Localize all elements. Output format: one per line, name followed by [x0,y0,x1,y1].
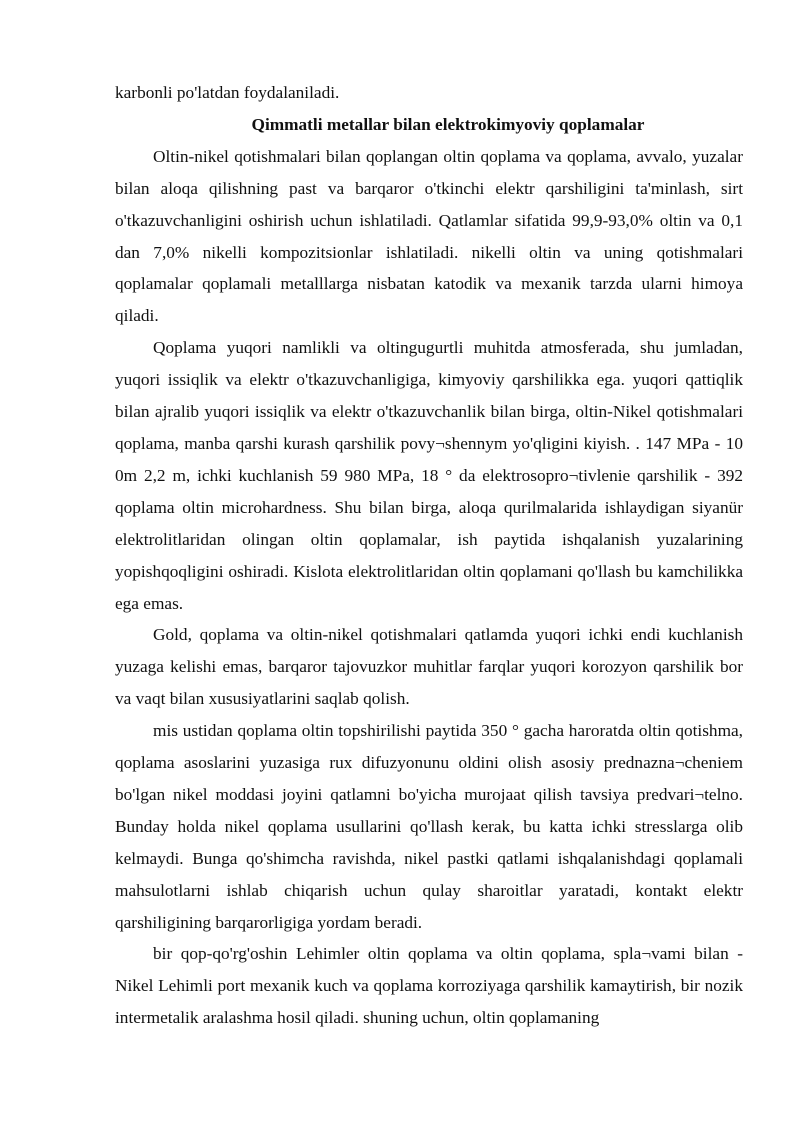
paragraph-2: Qoplama yuqori namlikli va oltingugurtli muhitda atmosferada, shu jumladan, yuqori issiqlik va elektr o'tkazuvchanligiga, kimyoviy qarshilikka ega. yuqori qattiqlik bilan ajralib yuqori issiqlik va elektr o'tkazuvchanlik bilan birga, oltin-Nikel qotishmalari qoplama, manba qarshi kurash qarshilik povy¬shennym yo'qligini kiyish. . 147 MPa - 10 0m 2,2 m, ichki kuchlanish 59 980 MPa, 18 ° da elektrosopro¬tivlenie qarshilik - 392 qoplama oltin microhardness. Shu bilan birga, aloqa qurilmalarida ishlaydigan siyanür elektrolitlaridan olingan oltin qoplamalar, ish paytida ishqalanish yuzalarining yopishqoqligini oshiradi. Kislota elektrolitlaridan oltin qoplamani qo'llash bu kamchilikka ega emas. [115,338,743,613]
document-body [115,77,743,1034]
lead-line: karbonli po'latdan foydalaniladi. [115,83,340,102]
section-heading: Qimmatli metallar bilan elektrokimyoviy qoplamalar [251,114,645,134]
paragraph-4: mis ustidan qoplama oltin topshirilishi paytida 350 ° gacha haroratda oltin qotishma, qoplama asoslarini yuzasiga rux difuzyonunu oldini olish asosiy prednazna¬cheniem bo'lgan nikel moddasi joyini qatlamni bo'yicha murojaat qilish tavsiya predvari¬telno. Bunday holda nikel qoplama usullarini qo'llash kerak, bu katta ichki stresslarga olib kelmaydi. Bunga qo'shimcha ravishda, nikel pastki qatlami ishqalanishdagi qoplamali mahsulotlarni ishlab chiqarish uchun qulay sharoitlar yaratadi, kontakt elektr qarshiligining barqarorligiga yordam beradi. [115,721,743,932]
paragraph-1: Oltin-nikel qotishmalari bilan qoplangan oltin qoplama va qoplama, avvalo, yuzalar bilan aloqa qilishning past va barqaror o'tkinchi elektr qarshiligini ta'minlash, sirt o'tkazuvchanligini oshirish uchun ishlatiladi. Qatlamlar sifatida 99,9-93,0% oltin va 0,1 dan 7,0% nikelli kompozitsionlar ishlatiladi. nikelli oltin va uning qotishmalari qoplamalar qoplamali metalllarga nisbatan katodik va mexanik tarzda ularni himoya qiladi. [115,146,743,326]
paragraph-3: Gold, qoplama va oltin-nikel qotishmalari qatlamda yuqori ichki endi kuchlanish yuzaga kelishi emas, barqaror tajovuzkor muhitlar farqlar yuqori korozyon qarshilik bor va vaqt bilan xususiyatlarini saqlab qolish. [115,625,743,709]
paragraph-5: bir qop-qo'rg'oshin Lehimler oltin qoplama va oltin qoplama, spla¬vami bilan - Nikel Lehimli port mexanik kuch va qoplama korroziyaga qarshilik kamaytirish, bir nozik intermetalik aralashma hosil qiladi. shuning uchun, oltin qoplamaning [115,944,743,1028]
